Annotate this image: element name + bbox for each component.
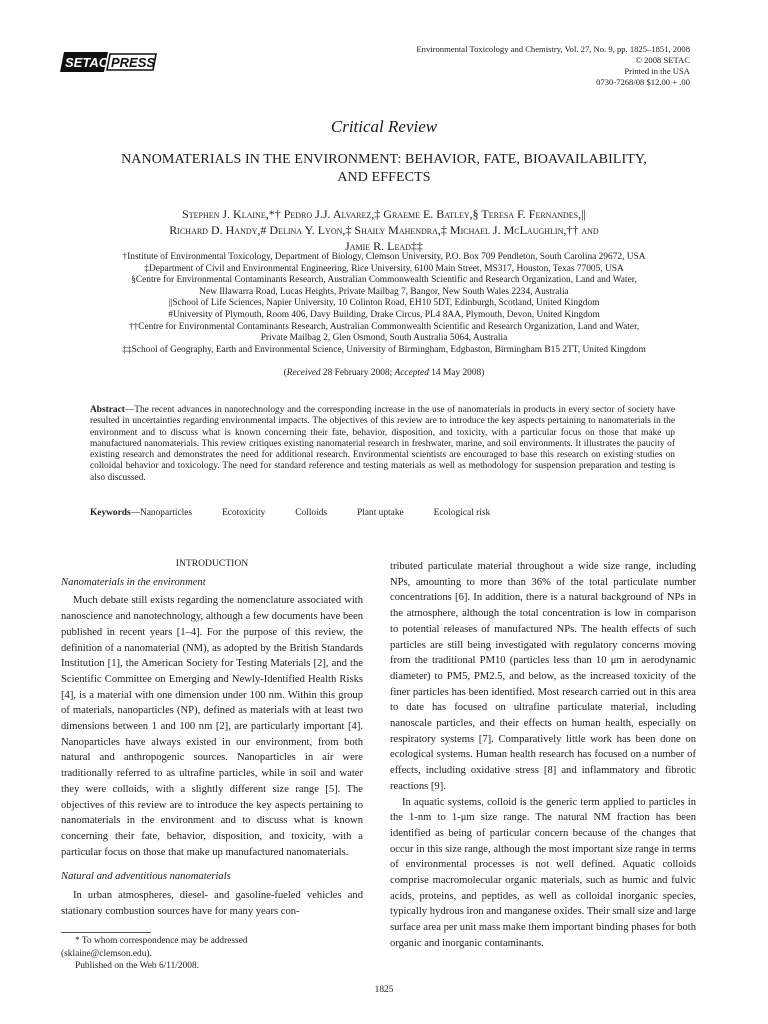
abstract-text: —The recent advances in nanotechnology and the corresponding increase in the use of nanomaterials in products in every sector of society have resulted in uncertainties regarding environmental impacts. The objectives of this review are to introduce the key aspects pertaining to nanomaterials in the environment and to discuss what is known concerning their fate, behavior, disposition, and toxicity, with a particular focus on those that make up manufactured nanomaterials. This review critiques existing nanomaterial research in freshwater, marine, and soil environments. It illustrates the paucity of existing research and demonstrates the need for additional research. Environmental scientists are encouraged to base this research on existing studies on colloidal behavior and toxicology. The need for standard reference and testing materials as well as methodology for suspension preparation and testing is also discussed.	[90, 405, 675, 483]
affiliations	[30, 252, 738, 356]
received-label: Received	[286, 368, 321, 378]
setac-press-logo	[58, 48, 158, 76]
footnote-published: Published on the Web 6/11/2008.	[75, 961, 199, 971]
journal-citation: Environmental Toxicology and Chemistry, Vol. 27, No. 9, pp. 1825–1851, 2008	[416, 44, 690, 54]
keyword: Colloids	[295, 508, 328, 518]
section-heading-introduction: INTRODUCTION	[175, 558, 249, 569]
keyword: Ecotoxicity	[222, 508, 266, 518]
journal-info	[330, 44, 690, 88]
affiliation-line: ||School of Life Sciences, Napier University, 10 Colinton Road, EH10 5DT, Edinburgh, Scotland, United Kingdom	[168, 298, 600, 309]
keyword: Plant uptake	[357, 508, 404, 518]
paragraph: In aquatic systems, colloid is the generic term applied to particles in the 1-nm to 1-μm size range. The natural NM fraction has been identified as being of particular concern because of the changes that occur in this size range, although the most important size range in terms of environmental processes is not well defined. Aquatic colloids comprise macromolecular organic materials, such as humic and fulvic acids, proteins, and peptides, as well as colloidal inorganic species, typically hydrous iron and manganese oxides. Their small size and large surface area per unit mass make them important binding phases for both organic and inorganic contaminants.	[390, 796, 696, 949]
footnote-correspondence: * To whom correspondence may be addressed	[75, 936, 248, 946]
title-line-1: NANOMATERIALS IN THE ENVIRONMENT: BEHAVIOR, FATE, BIOAVAILABILITY,	[121, 152, 647, 167]
page-number: 1825	[374, 985, 394, 995]
subheading-natural-adventitious: Natural and adventitious nanomaterials	[61, 871, 231, 883]
keywords-label: Keywords	[90, 508, 131, 518]
paragraph: Much debate still exists regarding the nomenclature associated with nanoscience and nanotechnology, although a few documents have been published in recent years [1–4]. For the purpose of this review, the definition of a nanomaterial (NM), as adopted by the British Standards Institution [1], the American Society for Testing Materials [2], and the Scientific Committee on Emerging and Newly-Identified Health Risks [4], is a material with one dimension under 100 nm. Within this group of materials, nanoparticles (NP), defined as materials with at least two dimensions between 1 and 100 nm [2], are particularly important [4]. Nanoparticles have always existed in our environment, from both natural and anthropogenic sources. Nanoparticles in air were traditionally referred to as ultrafine particles, while in soil and water they were colloids, with a slightly different size range [5]. The objectives of this review are to introduce the key aspects pertaining to nanomaterials in the environment and to discuss what is known concerning their fate, behavior, disposition, and toxicity, with a particular focus on those that make up manufactured nanomaterials.	[61, 595, 363, 858]
title-line-2: AND EFFECTS	[337, 170, 431, 185]
authors-line-1: Stephen J. Klaine,*† Pedro J.J. Alvarez,‡ Graeme E. Batley,§ Teresa F. Fernandes,||	[182, 207, 586, 221]
journal-issn: 0730-7268/08 $12.00 + .00	[596, 77, 690, 87]
affiliation-line: §Centre for Environmental Contaminants Research, Australian Commonwealth Scientific and Research Organization, Land and Water,	[131, 275, 637, 286]
author-list	[40, 206, 728, 254]
footnote-rule	[61, 932, 151, 933]
abstract-label: Abstract	[90, 405, 125, 415]
received-dates	[0, 368, 768, 378]
keyword-first: —Nanoparticles	[130, 508, 193, 518]
paragraph: tributed particulate material throughout a wide size range, including NPs, amounting to more than 36% of the total particulate number concentrations [6]. In addition, there is a natural background of NPs in the atmosphere, although the total concentration is low in comparison to potential releases of manufactured NPs. The health effects of such particles are still being investigated with regulatory concerns moving from the traditional PM10 (particles less than 10 μm in aerodynamic diameter) to PM5, PM2.5, and below, as the increased toxicity of the finer particles has been identified. Most research carried out in this area to date has focused on ultrafine particulate material, including nanoscale particles, and their effects on human health, especially on respiratory systems [7]. Comparatively little work has been done on ecological systems. Human health research has focused on a number of effects, including oxidative stress [8] and inflammatory and fibrotic reactions [9].	[390, 561, 696, 792]
footnote-email: (sklaine@clemson.edu).	[61, 948, 152, 959]
footnotes	[61, 935, 363, 973]
journal-printed: Printed in the USA	[624, 66, 690, 76]
left-column	[61, 556, 363, 919]
affiliation-line: ‡‡School of Geography, Earth and Environmental Science, University of Birmingham, Edgbaston, Birmingham B15 2TT, United Kingdom	[122, 344, 646, 355]
authors-line-2: Richard D. Handy,# Delina Y. Lyon,‡ Shaily Mahendra,‡ Michael J. McLaughlin,†† and	[169, 223, 599, 237]
affiliation-line: ††Centre for Environmental Contaminants Research, Australian Commonwealth Scientific and Research Organization, Land and Water,	[128, 321, 640, 332]
paragraph: In urban atmospheres, diesel- and gasoline-fueled vehicles and stationary combustion sources have for many years con-	[61, 890, 363, 917]
journal-copyright: © 2008 SETAC	[635, 55, 690, 65]
abstract	[90, 405, 675, 484]
affiliation-line: Private Mailbag 2, Glen Osmond, South Australia 5064, Australia	[260, 333, 508, 344]
affiliation-line: ‡Department of Civil and Environmental Engineering, Rice University, 6100 Main Street, MS317, Houston, Texas 77005, USA	[144, 263, 624, 274]
keywords	[90, 508, 690, 518]
logo-text-right: PRESS	[111, 55, 156, 70]
keyword: Ecological risk	[433, 508, 491, 518]
received-open: (	[283, 368, 287, 378]
accepted-label: Accepted	[394, 368, 429, 378]
affiliation-line: New Illawarra Road, Lucas Heights, Private Mailbag 7, Bangor, New South Wales 2234, Australia	[199, 286, 569, 297]
right-column	[390, 559, 696, 952]
affiliation-line: †Institute of Environmental Toxicology, Department of Biology, Clemson University, P.O. Box 709 Pendleton, South Carolina 29672, USA	[122, 252, 646, 262]
received-date: 28 February 2008;	[320, 368, 395, 378]
article-title	[40, 151, 728, 187]
logo-text-left: SETAC	[65, 55, 109, 70]
accepted-date: 14 May 2008)	[428, 368, 485, 378]
authors-line-3: Jamie R. Lead‡‡	[345, 239, 423, 253]
affiliation-line: #University of Plymouth, Room 406, Davy Building, Drake Circus, PL4 8AA, Plymouth, Devon, United Kingdom	[168, 309, 600, 320]
subheading-nanomaterials: Nanomaterials in the environment	[61, 576, 206, 588]
review-type: Critical Review	[330, 117, 438, 136]
